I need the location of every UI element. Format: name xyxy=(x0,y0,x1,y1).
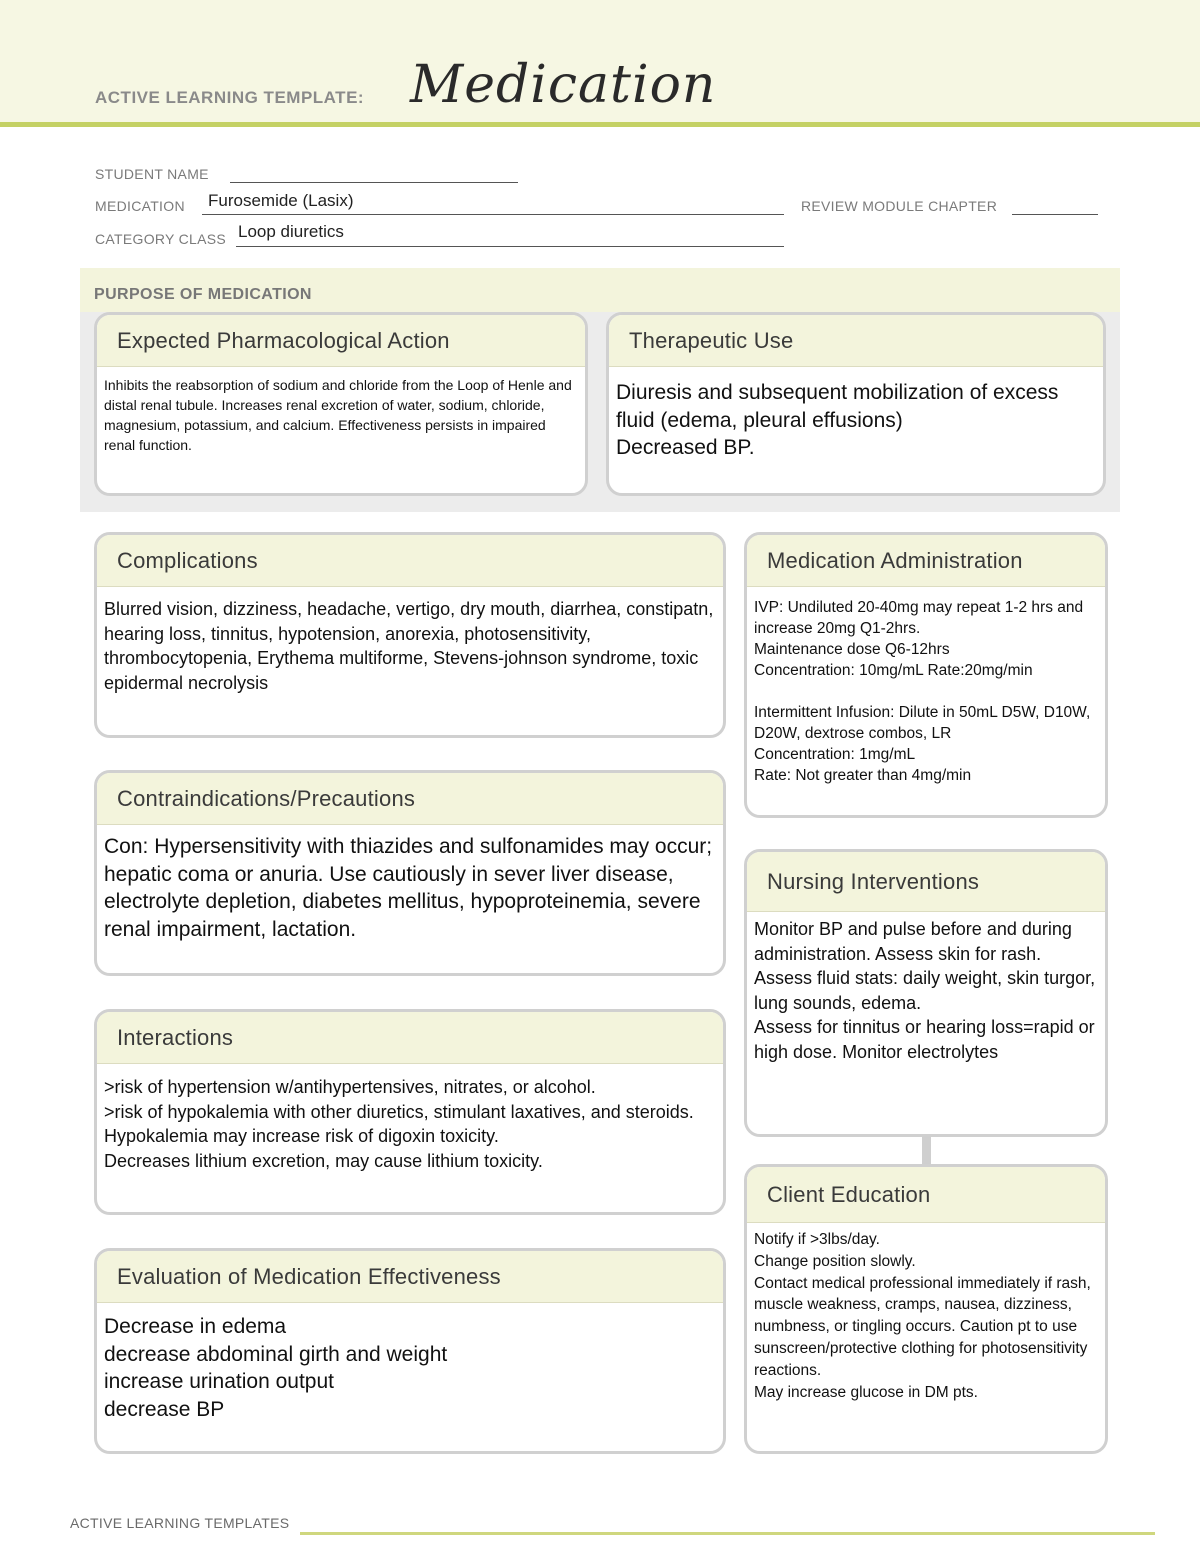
medication-line xyxy=(202,214,784,215)
category-class-line xyxy=(236,246,784,247)
administration-line: Maintenance dose Q6-12hrs xyxy=(754,641,950,658)
interaction-line: Hypokalemia may increase risk of digoxin toxicity. xyxy=(104,1126,499,1146)
administration-line: Concentration: 10mg/mL Rate:20mg/min xyxy=(754,662,1033,679)
expected-action-card xyxy=(94,312,588,496)
therapeutic-use-line: Diuresis and subsequent mobilization of excess fluid (edema, pleural effusions) xyxy=(616,381,1059,432)
interaction-line: >risk of hypokalemia with other diuretics, stimulant laxatives, and steroids. xyxy=(104,1101,694,1122)
education-line: Change position slowly. xyxy=(754,1252,916,1270)
evaluation-card xyxy=(94,1248,726,1454)
page-title: Medication xyxy=(410,55,717,115)
administration-line: IVP: Undiluted 20-40mg may repeat 1-2 hrs and increase 20mg Q1-2hrs. xyxy=(754,599,1084,637)
nursing-line: Assess for tinnitus or hearing loss=rapid or high dose. Monitor electrolytes xyxy=(754,1017,1095,1062)
education-line: May increase glucose in DM pts. xyxy=(754,1383,978,1401)
expected-action-text[interactable]: Inhibits the reabsorption of sodium and chloride from the Loop of Henle and distal renal tubule. Increases renal excretion of water, sodium, chloride, magnesium, potassium, and calcium. Effectiveness persists in impaired renal function. xyxy=(104,377,572,453)
administration-title: Medication Administration xyxy=(747,535,1105,587)
complications-title: Complications xyxy=(97,535,723,587)
administration-card xyxy=(744,532,1108,818)
purpose-title: PURPOSE OF MEDICATION xyxy=(94,286,312,303)
nursing-title: Nursing Interventions xyxy=(747,852,1105,912)
administration-line: Intermittent Infusion: Dilute in 50mL D5W, D10W, D20W, dextrose combos, LR xyxy=(754,704,1091,742)
medication-field[interactable]: Furosemide (Lasix) xyxy=(208,191,354,210)
student-name-line xyxy=(230,182,518,183)
therapeutic-use-title: Therapeutic Use xyxy=(609,315,1103,367)
administration-text[interactable] xyxy=(747,587,1105,786)
evaluation-line: increase urination output xyxy=(104,1370,334,1393)
student-name-label: STUDENT NAME xyxy=(95,166,209,182)
therapeutic-use-text[interactable] xyxy=(609,367,1103,462)
contraindications-title: Contraindications/Precautions xyxy=(97,773,723,825)
review-module-line xyxy=(1012,214,1098,215)
interactions-card xyxy=(94,1009,726,1215)
contraindications-text[interactable]: Con: Hypersensitivity with thiazides and sulfonamides may occur; hepatic coma or anuria. Use cautiously in sever liver disease, electrolyte depletion, diabetes mellitus, hypoproteinemia, severe renal impairment, lactation. xyxy=(104,835,713,941)
header-rule xyxy=(0,122,1200,127)
paragraph-gap xyxy=(754,681,1097,702)
education-text[interactable] xyxy=(747,1223,1105,1403)
evaluation-text[interactable] xyxy=(97,1303,723,1423)
education-card xyxy=(744,1164,1108,1454)
education-line: Notify if >3lbs/day. xyxy=(754,1231,880,1248)
interaction-line: >risk of hypertension w/antihypertensives, nitrates, or alcohol. xyxy=(104,1077,596,1097)
evaluation-line: decrease abdominal girth and weight xyxy=(104,1342,448,1366)
therapeutic-use-card xyxy=(606,312,1106,496)
nursing-text[interactable] xyxy=(747,912,1105,1064)
complications-text[interactable]: Blurred vision, dizziness, headache, vertigo, dry mouth, diarrhea, constipatn, hearing loss, tinnitus, hypotension, anorexia, photosensitivity, thrombocytopenia, Erythema multiforme, Stevens-johnson syndrome, toxic epidermal necrolysis xyxy=(104,599,714,693)
evaluation-line: Decrease in edema xyxy=(104,1315,287,1338)
category-class-field[interactable]: Loop diuretics xyxy=(238,222,344,241)
category-class-label: CATEGORY CLASS xyxy=(95,231,227,247)
administration-line: Concentration: 1mg/mL xyxy=(754,746,916,763)
evaluation-line: decrease BP xyxy=(104,1397,225,1421)
complications-card xyxy=(94,532,726,738)
therapeutic-use-line: Decreased BP. xyxy=(616,436,755,459)
medication-label: MEDICATION xyxy=(95,198,185,214)
interactions-title: Interactions xyxy=(97,1012,723,1064)
template-label: ACTIVE LEARNING TEMPLATE: xyxy=(95,88,365,107)
footer-text: ACTIVE LEARNING TEMPLATES xyxy=(70,1515,290,1531)
nursing-line: Monitor BP and pulse before and during administration. Assess skin for rash. Assess fluid stats: daily weight, skin turgor, lung sounds, edema. xyxy=(754,919,1096,1013)
interactions-text[interactable] xyxy=(97,1064,723,1173)
expected-action-title: Expected Pharmacological Action xyxy=(97,315,585,367)
contraindications-card xyxy=(94,770,726,976)
review-module-label: REVIEW MODULE CHAPTER xyxy=(801,198,998,214)
administration-line: Rate: Not greater than 4mg/min xyxy=(754,767,972,784)
footer-rule xyxy=(300,1532,1155,1535)
education-title: Client Education xyxy=(747,1167,1105,1223)
nursing-card xyxy=(744,849,1108,1137)
education-line: Contact medical professional immediately if rash, muscle weakness, cramps, nausea, dizziness, numbness, or tingling occurs. Caution pt to use sunscreen/protective clothing for photosensitivity reactions. xyxy=(754,1274,1091,1379)
evaluation-title: Evaluation of Medication Effectiveness xyxy=(97,1251,723,1303)
card-connector xyxy=(922,1136,931,1164)
interaction-line: Decreases lithium excretion, may cause lithium toxicity. xyxy=(104,1150,543,1171)
